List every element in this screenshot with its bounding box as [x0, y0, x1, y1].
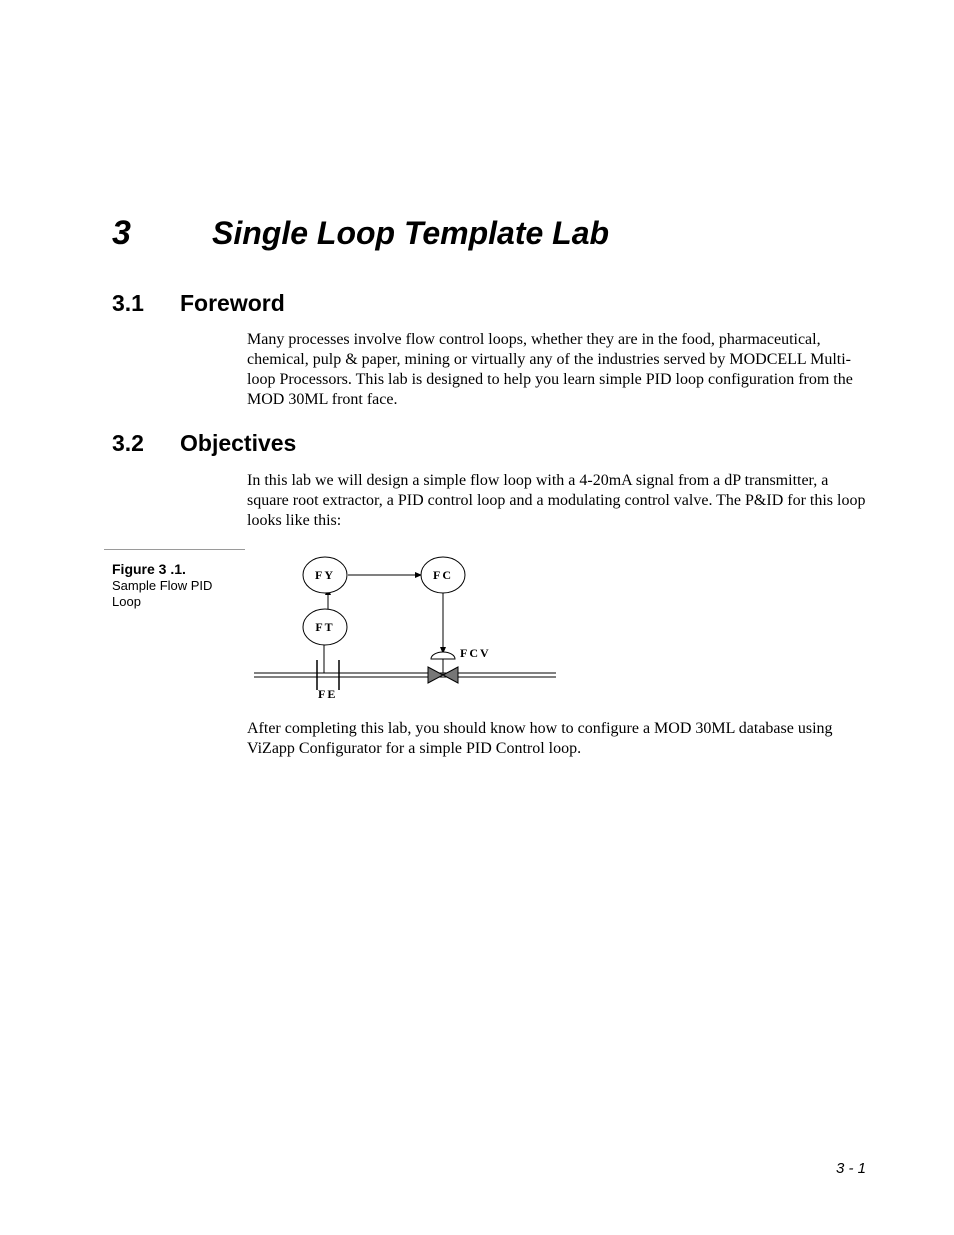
chapter-title: Single Loop Template Lab: [212, 215, 610, 251]
process-pipe: [254, 673, 556, 677]
chapter-number: 3: [112, 214, 131, 252]
pid-loop-diagram: [250, 555, 560, 710]
section-title: Foreword: [180, 290, 285, 316]
figure-divider: [104, 549, 245, 550]
instrument-label-fc: FC: [433, 568, 453, 582]
instrument-label-ft: FT: [315, 620, 335, 634]
flow-element-icon: [317, 660, 339, 690]
section-heading-foreword: [112, 288, 285, 318]
instrument-label-fy: FY: [315, 568, 335, 582]
section-number: 3.2: [112, 430, 144, 456]
objectives-paragraph: In this lab we will design a simple flow loop with a 4-20mA signal from a dP transmitter, a square root extractor, a PID control loop and a modulating control valve. The P&ID for this loop looks like this:: [247, 472, 866, 529]
closing-paragraph: After completing this lab, you should know how to configure a MOD 30ML database using ViZapp Configurator for a simple PID Control loop.: [247, 720, 833, 757]
page-number: 3 - 1: [836, 1160, 867, 1177]
valve-label-fcv: FCV: [460, 646, 491, 660]
control-valve-icon: [428, 652, 458, 683]
section-number: 3.1: [112, 290, 144, 316]
element-label-fe: FE: [318, 687, 338, 701]
foreword-paragraph: Many processes involve flow control loops, whether they are in the food, pharmaceutical, chemical, pulp & paper, mining or virtually any of the industries served by MODCELL Multi-loop Processors. This lab is designed to help you learn simple PID loop configuration from the MOD 30ML front face.: [247, 331, 853, 408]
section-heading-objectives: [112, 428, 296, 458]
figure-label: Figure 3 .1.: [112, 561, 186, 577]
section-title: Objectives: [180, 430, 297, 456]
figure-caption: Sample Flow PID Loop: [112, 578, 213, 609]
